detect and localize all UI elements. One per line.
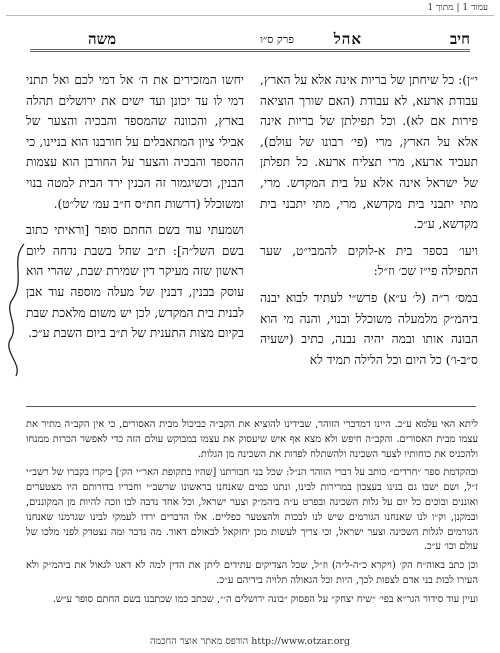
footnote: ליתא האי עלמא ע״כ. היינו דמדברי הזוהר, שבידינו להוציא את הקב״ה כביכול מבית האסורים, כי אין הקב״ה מתיר את עצמו מבית האסורים. והקב״ה חיפש ולא מצא אף איש שיעסוק את עצמו במבוקש עולם הזה כדי לאפשר הכרות ממנחו ולהכניס את כוחותיו לצער השכינה ולהשתלח לפדות את השכינה מן הגלות.	[26, 419, 478, 460]
right-column	[260, 70, 478, 376]
top-rule	[6, 15, 494, 16]
handwritten-bracket-mark	[0, 240, 30, 380]
paragraph: ויעו׳ בספר בית א-לוקים להמבי״ט, שער התפילה פי״ז שכ׳ וז״ל:	[260, 243, 478, 279]
footnote: ובהקדמת ספר ״חרדים״ כותב על דברי הזוהר הנ״ל: שכל בני חבורתנו [שהיו בתקופת האר״י הק׳] ביקרו בקברו של רשב״י ז״ל, ושם ישבו גם בנינו בעצבון במרירות לבינו, ונתנו כמים שאנחנו בראשונו שרשב״י וחבריו בדורותם היו מצטערים ואוננים ובוכים כל יום על גלות השכינה ובפרט ע״ה ביהמ״ק וצער ישראל, וכל אחד נדבה לבו וזכה להיות מן המקוננים, ובמקנן, וק״ו לנו שאנחנו הגורמים שיש לנו לבכות ולהצטער כפליים. אלו הדברים ירדו לעמקי לבינו שגרמנו שאנחנו הגורמים לגלות השכינה וצער ישראל, וכי צריך לעשות מכן יחזקאל לבאולם דאור. מה נדבר ומה נצטדק לפני מלכו של עולם וכו׳ ע״כ.	[26, 467, 478, 553]
paragraph: י״ן): כל שיחתן של בריות אינה אלא על הארץ, עבודת ארעא, לא עבודת (האם שורך הוציאה פירות אם לא). וכל תפילתן של בריות אינה אלא על הארץ, מרי (פי׳ רבונו של עולם), תעביד ארעא, מרי תצליח ארעא. כל תפלתן של ישראל אינה אלא על בית המקדש. מרי, מתי יתבני בית מקדשא, מרי, מתי יתבני בית מקדשא, ע״כ.	[260, 73, 478, 232]
paragraph: יחשו המזכירים את ה׳ אל דמי לכם ואל תתני דמי לו עד יכונן ועד ישים את ירושלים תהלה בארץ, והכוונה שהמספד והבכיה והצער של אבילי ציון המתאבלים על חורבנו הוא בניינו, כי ההספד והבכיה והצער על החורבן הוא עצמות הבנין, וכשיגמור זה הבנין ירד הבית למטה בנוי ומשוכלל (דרשות חת״ס ח״ב עמ׳ של״ט).	[26, 73, 244, 211]
running-header	[30, 30, 470, 50]
header-rule	[30, 49, 470, 50]
paragraph: במס׳ ר״ה (ל׳ ע״א) פרש״י לעתיד לבוא יבנה ביהמ״ק מלמעלה משוכלל ובנוי, והנה מי הוא הבונה אותו ובמה יהיה נבנה, כתיב (ישעיה ס״ב-ו׳) כל היום וכל הלילה תמיד לא	[260, 290, 478, 367]
chapter-label: פרק ס״ו	[260, 33, 294, 46]
footnote: ועיין עוד סידור הגר״א בפי׳ ״שיח יצחק״ על הפסוק ״בונה ירושלים ה׳״, שכתב כמו שכתבנו בשם החתם סופר ע״ש.	[52, 593, 478, 605]
footer-credit: הודפס מאתר אוצר החכמה http://www.otzar.org	[149, 636, 351, 647]
author-name: משה	[88, 30, 117, 48]
left-column	[26, 70, 244, 350]
header-rule-double	[30, 51, 470, 52]
footnote: וכן כתב באוה״ח הק׳ (ויקרא כ״ה-ל״ה) וז״ל, שכל הצדיקים עתידים ליתן את הדין למה לא דאגו לגאול את ביהמ״ק ולא העירו לבות בני אדם לצפות לכך, היות וכל הגאולה תלויה בידיהם ע״כ.	[26, 560, 478, 586]
page-number-hebrew: חיב	[449, 30, 470, 48]
page-counter: עמוד 1 | מתוך 1	[427, 3, 488, 13]
top-bar	[6, 2, 494, 16]
footnotes	[26, 418, 478, 612]
footnote-separator	[26, 406, 476, 407]
paragraph: ושמעתי עוד בשם החתם סופר [וראיתי כתוב בשם השל״ה]: ת״ב שחל בשבת נדחה ליום ראשון שזה מעיקר דין שמירת שבת, שהרי הוא עוסק בבנין, דבנין של מעלה מוספה עוד אבן לבנית בית המקדש, לכן יש משום מלאכת שבת בקיום מצות התענית של ת״ב ביום השבת ע״כ.	[26, 223, 244, 341]
book-title: אהל	[333, 30, 362, 48]
